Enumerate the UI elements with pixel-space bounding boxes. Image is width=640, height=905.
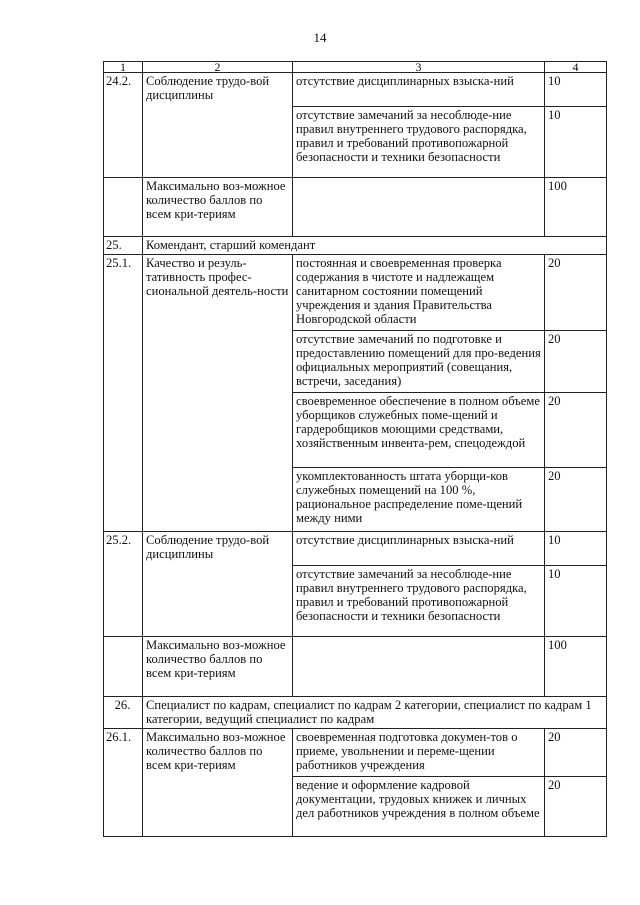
- table-row: [104, 729, 607, 777]
- row-number: 25.2.: [104, 532, 143, 637]
- score-cell: 20: [545, 331, 607, 393]
- score-cell: 20: [545, 255, 607, 331]
- criterion-text: отсутствие замечаний за несоблюде-ние правил внутреннего трудового распорядка, правил и требований противопожарной безопасности и техники безопасности: [293, 107, 545, 178]
- criterion-text: отсутствие замечаний по подготовке и предоставлению помещений для про-ведения официальных мероприятий (совещания, встречи, заседания): [293, 331, 545, 393]
- row-number: 25.: [104, 237, 143, 255]
- indicator-name: Соблюдение трудо-вой дисциплины: [143, 532, 293, 637]
- criterion-text: отсутствие замечаний за несоблюде-ние правил внутреннего трудового распорядка, правил и требований противопожарной безопасности и техники безопасности: [293, 566, 545, 637]
- indicator-name: Соблюдение трудо-вой дисциплины: [143, 73, 293, 178]
- row-number: 24.2.: [104, 73, 143, 178]
- criterion-text: укомплектованность штата уборщи-ков служебных помещений на 100 %, рациональное распределение поме-щений между ними: [293, 468, 545, 532]
- criterion-text: отсутствие дисциплинарных взыска-ний: [293, 73, 545, 107]
- score-cell: 20: [545, 468, 607, 532]
- section-title: Комендант, старший комендант: [143, 237, 607, 255]
- table-row: [104, 255, 607, 331]
- page-number: 14: [313, 30, 327, 45]
- criterion-text: своевременная подготовка докумен-тов о приеме, увольнении и переме-щении работников учреждения: [293, 729, 545, 777]
- table-row: [104, 237, 607, 255]
- indicator-name: Максимально воз-можное количество баллов по всем кри-териям: [143, 729, 293, 837]
- score-cell: 10: [545, 566, 607, 637]
- table-header-row: [104, 62, 607, 73]
- table-row: [104, 637, 607, 697]
- header-cell: 1: [104, 62, 143, 73]
- score-cell: 10: [545, 107, 607, 178]
- score-cell: 100: [545, 178, 607, 237]
- row-number: 26.: [104, 697, 143, 729]
- score-cell: 100: [545, 637, 607, 697]
- table-row: [104, 532, 607, 566]
- criterion-text: ведение и оформление кадровой документации, трудовых книжек и личных дел работников учреждения в полном объеме: [293, 777, 545, 837]
- table-row: [104, 178, 607, 237]
- criterion-text: своевременное обеспечение в полном объеме уборщиков служебных поме-щений и гардеробщиков моющими средствами, хозяйственным инвента-рем, спецодеждой: [293, 393, 545, 468]
- header-cell: 4: [545, 62, 607, 73]
- indicator-name: Максимально воз-можное количество баллов по всем кри-териям: [143, 637, 293, 697]
- row-number: 26.1.: [104, 729, 143, 837]
- score-cell: 20: [545, 777, 607, 837]
- score-cell: 20: [545, 729, 607, 777]
- row-number: 25.1.: [104, 255, 143, 532]
- score-cell: 20: [545, 393, 607, 468]
- criterion-text: отсутствие дисциплинарных взыска-ний: [293, 532, 545, 566]
- indicator-name: Качество и резуль-тативность профес-сиональной деятель-ности: [143, 255, 293, 532]
- criterion-text: [293, 178, 545, 237]
- row-number: [104, 178, 143, 237]
- header-cell: 3: [293, 62, 545, 73]
- criterion-text: постоянная и своевременная проверка содержания в чистоте и надлежащем санитарном состоянии помещений учреждения и здания Правительства Новгородской области: [293, 255, 545, 331]
- criterion-text: [293, 637, 545, 697]
- header-cell: 2: [143, 62, 293, 73]
- section-title: Специалист по кадрам, специалист по кадрам 2 категории, специалист по кадрам 1 категории, ведущий специалист по кадрам: [143, 697, 607, 729]
- table-row: [104, 73, 607, 107]
- score-cell: 10: [545, 73, 607, 107]
- criteria-table: [103, 61, 607, 837]
- score-cell: 10: [545, 532, 607, 566]
- row-number: [104, 637, 143, 697]
- indicator-name: Максимально воз-можное количество баллов по всем кри-териям: [143, 178, 293, 237]
- table-row: [104, 697, 607, 729]
